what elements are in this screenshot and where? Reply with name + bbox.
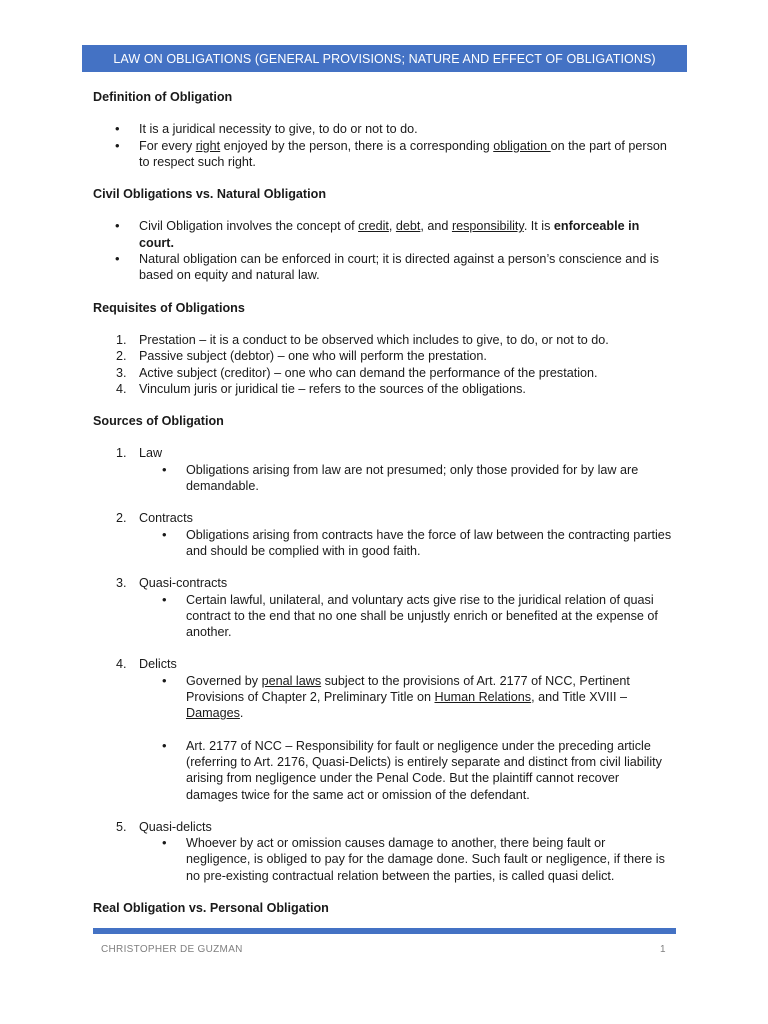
list-item	[93, 218, 673, 251]
text-run: , and Title XVIII –	[531, 690, 627, 705]
document-body	[93, 89, 673, 916]
section-heading-real-vs-personal: Real Obligation vs. Personal Obligation	[93, 900, 329, 915]
list-number: 1.	[116, 446, 127, 461]
list-item-text: It is a juridical necessity to give, to do or not to do.	[139, 122, 418, 137]
list-item	[93, 462, 673, 495]
definition-list	[93, 121, 673, 170]
text-run: ,	[388, 219, 396, 234]
list-item-delicts	[93, 656, 673, 672]
law-sublist	[93, 462, 673, 495]
text-run: enjoyed by the person, there is a corresponding	[220, 138, 494, 153]
quasi-delicts-sublist	[93, 835, 673, 884]
text-run: on the part of person to respect such right.	[139, 138, 667, 169]
list-item-text: Vinculum juris or juridical tie – refers to the sources of the obligations.	[139, 381, 526, 396]
list-item	[93, 251, 673, 284]
underlined-term: debt	[395, 219, 421, 234]
list-item	[93, 365, 673, 381]
list-item	[93, 835, 673, 884]
quasi-contracts-sublist	[93, 592, 673, 641]
list-item-text: Obligations arising from law are not presumed; only those provided for by law are demandable.	[186, 462, 639, 494]
text-run: For every	[139, 138, 196, 153]
list-number: 4.	[116, 381, 127, 396]
sources-list	[93, 510, 673, 526]
underlined-term: responsibility	[451, 219, 524, 234]
section-heading-definition: Definition of Obligation	[93, 90, 233, 104]
list-number: 2.	[116, 349, 127, 364]
list-item	[93, 121, 673, 137]
underlined-term: credit	[358, 219, 389, 234]
document-title-bar	[82, 45, 687, 72]
list-item	[93, 332, 673, 348]
contracts-sublist	[93, 527, 673, 560]
list-number: 5.	[116, 819, 127, 834]
section-heading-requisites: Requisites of Obligations	[93, 300, 245, 315]
text-run: subject to the provisions of Art. 2177 of NCC, Pertinent Provisions of Chapter 2, Preliminary Title on	[186, 673, 630, 705]
list-item-quasi-contracts	[93, 575, 673, 591]
underlined-term: Human Relations	[434, 690, 532, 705]
underlined-term: Damages	[186, 706, 240, 721]
sources-list	[93, 656, 673, 672]
list-item-label: Law	[139, 446, 163, 461]
footer-rule	[93, 928, 676, 934]
list-item-text: Passive subject (debtor) – one who will perform the prestation.	[139, 349, 487, 364]
text-run: Civil Obligation involves the concept of	[139, 219, 359, 234]
list-item-label: Contracts	[139, 511, 193, 526]
list-item	[93, 673, 673, 722]
list-item-text: Whoever by act or omission causes damage to another, there being fault or negligence, is obliged to pay for the damage done. Such fault or negligence, if there is no pre-existing contractual relation between the parties, is called quasi delict.	[186, 836, 665, 883]
text-run: , and	[420, 219, 452, 234]
list-item-text: Obligations arising from contracts have the force of law between the contracting parties and should be complied with in good faith.	[186, 527, 672, 558]
document-title: LAW ON OBLIGATIONS (GENERAL PROVISIONS; NATURE AND EFFECT OF OBLIGATIONS)	[113, 51, 656, 66]
civil-list	[93, 218, 673, 283]
underlined-term: right	[195, 138, 221, 153]
list-item-label: Quasi-delicts	[139, 819, 212, 834]
list-item-text: Natural obligation can be enforced in court; it is directed against a person’s conscience and is based on equity and natural law.	[139, 252, 659, 283]
footer-author: CHRISTOPHER DE GUZMAN	[101, 944, 243, 955]
list-item-label: Delicts	[139, 657, 177, 672]
sources-list	[93, 575, 673, 591]
text-run: . It is	[523, 219, 554, 234]
list-number: 3.	[116, 365, 127, 380]
list-number: 3.	[116, 576, 127, 591]
delicts-sublist	[93, 738, 673, 803]
list-item	[93, 381, 673, 397]
list-item-text: Active subject (creditor) – one who can demand the performance of the prestation.	[139, 365, 598, 380]
list-item-text: Prestation – it is a conduct to be observed which includes to give, to do, or not to do.	[139, 332, 609, 347]
list-item	[93, 592, 673, 641]
list-number: 4.	[116, 657, 127, 672]
list-item-label: Quasi-contracts	[139, 576, 228, 591]
bold-text: enforceable in court.	[139, 219, 640, 250]
list-number: 2.	[116, 511, 127, 526]
underlined-term: obligation	[493, 138, 551, 153]
delicts-sublist	[93, 673, 673, 722]
list-item-law	[93, 445, 673, 461]
list-item-contracts	[93, 510, 673, 526]
text-run: Governed by	[186, 673, 262, 688]
list-item	[93, 138, 673, 171]
list-item-text: Certain lawful, unilateral, and voluntary acts give rise to the juridical relation of quasi contract to the end that no one shall be unjustly enrich or benefited at the expense of another.	[186, 592, 658, 640]
sources-list	[93, 445, 673, 461]
list-item-quasi-delicts	[93, 819, 673, 835]
sources-list	[93, 819, 673, 835]
underlined-term: penal laws	[261, 673, 322, 688]
page-number: 1	[660, 944, 666, 955]
section-heading-sources: Sources of Obligation	[93, 414, 224, 429]
list-item	[93, 348, 673, 364]
list-item	[93, 738, 673, 803]
section-heading-civil: Civil Obligations vs. Natural Obligation	[93, 187, 327, 202]
text-run: .	[239, 706, 244, 721]
list-number: 1.	[116, 332, 127, 347]
list-item	[93, 527, 673, 560]
list-item-text: Art. 2177 of NCC – Responsibility for fault or negligence under the preceding article (referring to Art. 2176, Quasi-Delicts) is entirely separate and distinct from civil liability arising from negligence under the Penal Code. But the plaintiff cannot recover damages twice for the same act or omission of the defendant.	[186, 738, 662, 802]
requisites-list	[93, 332, 673, 397]
